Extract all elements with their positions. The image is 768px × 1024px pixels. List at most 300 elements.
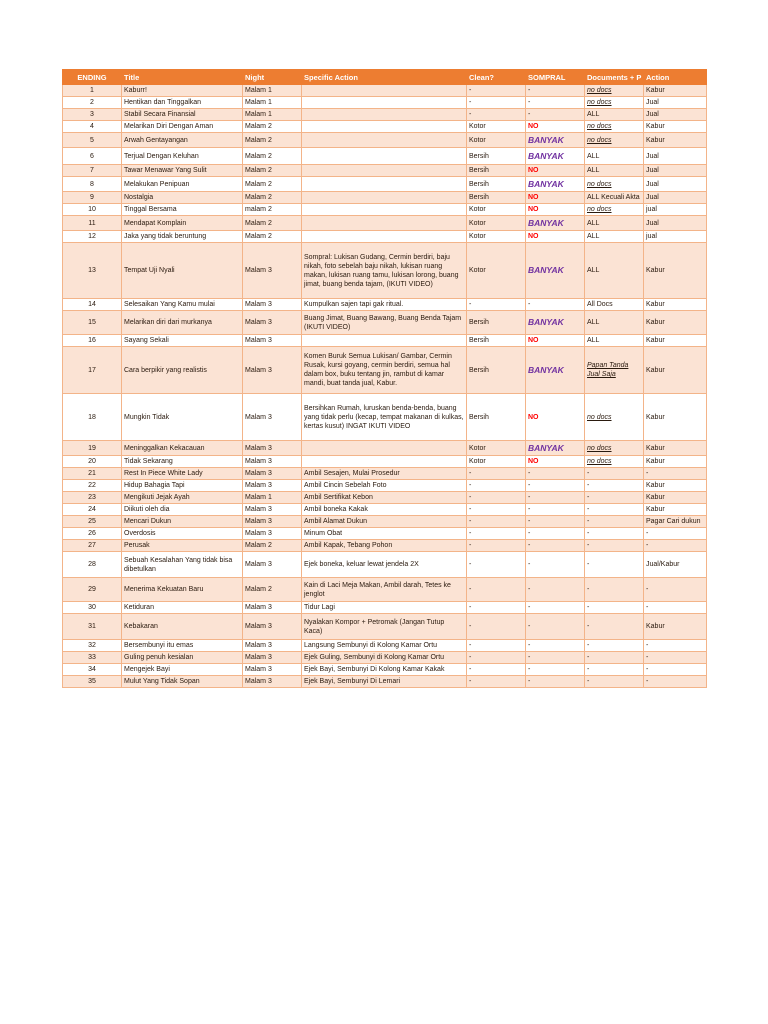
cell-clean: Kotor [467, 231, 526, 243]
table-row [63, 231, 707, 243]
cell-specific-action [302, 216, 467, 231]
cell-specific-action [302, 97, 467, 109]
cell-specific-action [302, 177, 467, 192]
table-row [63, 528, 707, 540]
cell-action: Kabur [644, 299, 707, 311]
cell-ending: 8 [63, 177, 122, 192]
cell-ending: 6 [63, 148, 122, 165]
cell-specific-action: Ejek Bayi, Sembunyi Di Lemari [302, 676, 467, 688]
table-row [63, 216, 707, 231]
cell-clean: Bersih [467, 192, 526, 204]
table-row [63, 177, 707, 192]
cell-action: Kabur [644, 311, 707, 335]
table-row [63, 676, 707, 688]
table-row [63, 299, 707, 311]
header-night: Night [243, 70, 302, 85]
cell-action: - [644, 540, 707, 552]
cell-action: Kabur [644, 243, 707, 299]
cell-ending: 13 [63, 243, 122, 299]
cell-specific-action [302, 109, 467, 121]
cell-ending: 20 [63, 456, 122, 468]
cell-sompral: NO [526, 204, 585, 216]
cell-specific-action: Ambil boneka Kakak [302, 504, 467, 516]
cell-ending: 14 [63, 299, 122, 311]
cell-night: Malam 3 [243, 335, 302, 347]
cell-title: Guling penuh kesialan [122, 652, 243, 664]
cell-night: Malam 2 [243, 133, 302, 148]
cell-clean: - [467, 614, 526, 640]
cell-night: Malam 3 [243, 347, 302, 394]
cell-action: Kabur [644, 504, 707, 516]
table-row [63, 492, 707, 504]
table-row [63, 165, 707, 177]
cell-action: jual [644, 204, 707, 216]
cell-ending: 26 [63, 528, 122, 540]
cell-sompral: - [526, 480, 585, 492]
cell-documents: no docs [585, 97, 644, 109]
cell-night: malam 2 [243, 204, 302, 216]
table-row [63, 456, 707, 468]
cell-ending: 35 [63, 676, 122, 688]
cell-documents: ALL [585, 109, 644, 121]
cell-specific-action: Tidur Lagi [302, 602, 467, 614]
cell-clean: Kotor [467, 121, 526, 133]
cell-specific-action: Nyalakan Kompor + Petromak (Jangan Tutup Kaca) [302, 614, 467, 640]
cell-title: Jaka yang tidak beruntung [122, 231, 243, 243]
cell-ending: 27 [63, 540, 122, 552]
table-body [63, 85, 707, 688]
table-row [63, 480, 707, 492]
cell-ending: 30 [63, 602, 122, 614]
table-row [63, 121, 707, 133]
cell-clean: Kotor [467, 216, 526, 231]
cell-night: Malam 1 [243, 492, 302, 504]
cell-clean: Bersih [467, 311, 526, 335]
cell-night: Malam 3 [243, 394, 302, 441]
cell-night: Malam 2 [243, 216, 302, 231]
cell-ending: 3 [63, 109, 122, 121]
table-row [63, 640, 707, 652]
cell-action: Kabur [644, 347, 707, 394]
cell-title: Sayang Sekali [122, 335, 243, 347]
cell-clean: - [467, 676, 526, 688]
cell-sompral: - [526, 528, 585, 540]
cell-clean: Kotor [467, 243, 526, 299]
cell-documents: ALL [585, 243, 644, 299]
cell-title: Hentikan dan Tinggalkan [122, 97, 243, 109]
cell-title: Perusak [122, 540, 243, 552]
cell-night: Malam 2 [243, 148, 302, 165]
table-row [63, 85, 707, 97]
cell-clean: Bersih [467, 347, 526, 394]
cell-ending: 22 [63, 480, 122, 492]
cell-night: Malam 1 [243, 85, 302, 97]
cell-sompral: - [526, 640, 585, 652]
cell-sompral: BANYAK [526, 347, 585, 394]
cell-ending: 18 [63, 394, 122, 441]
cell-title: Selesaikan Yang Kamu mulai [122, 299, 243, 311]
cell-night: Malam 3 [243, 640, 302, 652]
cell-night: Malam 3 [243, 528, 302, 540]
cell-specific-action: Ejek Guling, Sembunyi di Kolong Kamar Ortu [302, 652, 467, 664]
cell-night: Malam 3 [243, 614, 302, 640]
cell-sompral: BANYAK [526, 441, 585, 456]
cell-specific-action [302, 335, 467, 347]
cell-title: Diikuti oleh dia [122, 504, 243, 516]
cell-specific-action: Ambil Cincin Sebelah Foto [302, 480, 467, 492]
cell-title: Ketiduran [122, 602, 243, 614]
cell-clean: - [467, 602, 526, 614]
cell-clean: - [467, 516, 526, 528]
cell-sompral: BANYAK [526, 311, 585, 335]
cell-clean: Bersih [467, 335, 526, 347]
header-specific-action: Specific Action [302, 70, 467, 85]
cell-night: Malam 2 [243, 177, 302, 192]
cell-documents: - [585, 468, 644, 480]
cell-title: Overdosis [122, 528, 243, 540]
cell-title: Melarikan Diri Dengan Aman [122, 121, 243, 133]
cell-sompral: BANYAK [526, 177, 585, 192]
cell-sompral: NO [526, 165, 585, 177]
cell-documents: - [585, 602, 644, 614]
cell-documents: no docs [585, 177, 644, 192]
cell-action: Jual [644, 165, 707, 177]
cell-documents: - [585, 516, 644, 528]
cell-specific-action: Ejek Bayi, Sembunyi Di Kolong Kamar Kakak [302, 664, 467, 676]
cell-sompral: - [526, 540, 585, 552]
cell-documents: - [585, 540, 644, 552]
cell-clean: Bersih [467, 165, 526, 177]
cell-ending: 24 [63, 504, 122, 516]
cell-ending: 21 [63, 468, 122, 480]
cell-title: Tinggal Bersama [122, 204, 243, 216]
table-row [63, 148, 707, 165]
cell-documents: ALL [585, 216, 644, 231]
cell-specific-action [302, 231, 467, 243]
cell-title: Mulut Yang Tidak Sopan [122, 676, 243, 688]
cell-action: Kabur [644, 456, 707, 468]
cell-documents: no docs [585, 85, 644, 97]
cell-specific-action: Ambil Sesajen, Mulai Prosedur [302, 468, 467, 480]
header-documents: Documents + P [585, 70, 644, 85]
cell-sompral: - [526, 109, 585, 121]
cell-action: - [644, 640, 707, 652]
cell-clean: - [467, 640, 526, 652]
cell-title: Meninggalkan Kekacauan [122, 441, 243, 456]
cell-ending: 29 [63, 578, 122, 602]
table-row [63, 516, 707, 528]
cell-clean: Kotor [467, 133, 526, 148]
cell-night: Malam 3 [243, 664, 302, 676]
cell-ending: 17 [63, 347, 122, 394]
cell-action: Kabur [644, 492, 707, 504]
cell-night: Malam 3 [243, 652, 302, 664]
cell-specific-action: Langsung Sembunyi di Kolong Kamar Ortu [302, 640, 467, 652]
cell-sompral: NO [526, 231, 585, 243]
cell-action: Kabur [644, 85, 707, 97]
cell-action: Jual [644, 109, 707, 121]
cell-night: Malam 2 [243, 540, 302, 552]
cell-night: Malam 3 [243, 299, 302, 311]
cell-documents: no docs [585, 121, 644, 133]
table-row [63, 394, 707, 441]
cell-specific-action [302, 165, 467, 177]
cell-action: Jual [644, 97, 707, 109]
cell-sompral: NO [526, 121, 585, 133]
header-action: Action [644, 70, 707, 85]
cell-documents: - [585, 528, 644, 540]
header-title: Title [122, 70, 243, 85]
cell-action: Jual [644, 148, 707, 165]
cell-sompral: - [526, 602, 585, 614]
cell-clean: - [467, 664, 526, 676]
cell-title: Stabil Secara Finansial [122, 109, 243, 121]
table-row [63, 552, 707, 578]
cell-ending: 1 [63, 85, 122, 97]
cell-sompral: - [526, 664, 585, 676]
table-row [63, 109, 707, 121]
cell-action: Kabur [644, 133, 707, 148]
cell-action: Jual [644, 177, 707, 192]
cell-action: Kabur [644, 441, 707, 456]
cell-title: Arwah Gentayangan [122, 133, 243, 148]
cell-specific-action: Kumpulkan sajen tapi gak ritual. [302, 299, 467, 311]
cell-action: - [644, 652, 707, 664]
cell-documents: no docs [585, 456, 644, 468]
cell-documents: ALL [585, 231, 644, 243]
cell-clean: - [467, 492, 526, 504]
cell-clean: - [467, 578, 526, 602]
cell-sompral: - [526, 504, 585, 516]
cell-title: Sebuah Kesalahan Yang tidak bisa dibetulkan [122, 552, 243, 578]
cell-action: Kabur [644, 480, 707, 492]
cell-title: Melarikan diri dari murkanya [122, 311, 243, 335]
cell-documents: ALL [585, 335, 644, 347]
cell-sompral: - [526, 468, 585, 480]
cell-documents: Papan Tanda Jual Saja [585, 347, 644, 394]
cell-documents: ALL [585, 148, 644, 165]
cell-documents: - [585, 578, 644, 602]
cell-night: Malam 3 [243, 516, 302, 528]
table-row [63, 243, 707, 299]
cell-sompral: - [526, 578, 585, 602]
cell-action: Jual [644, 216, 707, 231]
cell-title: Kaburr! [122, 85, 243, 97]
table-row [63, 602, 707, 614]
cell-clean: - [467, 97, 526, 109]
cell-ending: 9 [63, 192, 122, 204]
table-row [63, 540, 707, 552]
cell-title: Tempat Uji Nyali [122, 243, 243, 299]
table-row [63, 133, 707, 148]
header-clean: Clean? [467, 70, 526, 85]
cell-specific-action: Minum Obat [302, 528, 467, 540]
cell-ending: 33 [63, 652, 122, 664]
cell-action: Pagar Cari dukun [644, 516, 707, 528]
table-row [63, 441, 707, 456]
cell-clean: Kotor [467, 441, 526, 456]
cell-specific-action: Sompral: Lukisan Gudang, Cermin berdiri, baju nikah, foto sebelah baju nikah, lukisan ruang makan, lukisan ruang tamu, lukisan lorong, buang jimat, buang benda tajam, (IKUTI VIDEO) [302, 243, 467, 299]
cell-ending: 19 [63, 441, 122, 456]
cell-sompral: BANYAK [526, 243, 585, 299]
endings-table [62, 69, 707, 688]
cell-sompral: - [526, 299, 585, 311]
header-row [63, 70, 707, 85]
cell-sompral: BANYAK [526, 216, 585, 231]
cell-specific-action: Ambil Sertifikat Kebon [302, 492, 467, 504]
header-ending: ENDING [63, 70, 122, 85]
cell-clean: Bersih [467, 148, 526, 165]
cell-night: Malam 3 [243, 441, 302, 456]
cell-title: Nostalgia [122, 192, 243, 204]
cell-night: Malam 3 [243, 480, 302, 492]
cell-ending: 23 [63, 492, 122, 504]
cell-specific-action: Kain di Laci Meja Makan, Ambil darah, Tetes ke jenglot [302, 578, 467, 602]
cell-documents: ALL [585, 311, 644, 335]
cell-documents: - [585, 676, 644, 688]
cell-specific-action: Buang Jimat, Buang Bawang, Buang Benda Tajam (IKUTI VIDEO) [302, 311, 467, 335]
cell-ending: 12 [63, 231, 122, 243]
cell-night: Malam 3 [243, 243, 302, 299]
cell-specific-action [302, 133, 467, 148]
table-row [63, 664, 707, 676]
table-row [63, 504, 707, 516]
cell-ending: 2 [63, 97, 122, 109]
cell-title: Mungkin Tidak [122, 394, 243, 441]
cell-night: Malam 3 [243, 602, 302, 614]
cell-sompral: - [526, 85, 585, 97]
cell-documents: no docs [585, 204, 644, 216]
cell-action: - [644, 676, 707, 688]
cell-ending: 4 [63, 121, 122, 133]
cell-clean: Kotor [467, 204, 526, 216]
cell-documents: All Docs [585, 299, 644, 311]
table-row [63, 578, 707, 602]
cell-documents: no docs [585, 394, 644, 441]
cell-night: Malam 3 [243, 676, 302, 688]
cell-ending: 15 [63, 311, 122, 335]
cell-title: Tidak Sekarang [122, 456, 243, 468]
cell-sompral: - [526, 652, 585, 664]
cell-specific-action: Bersihkan Rumah, luruskan benda-benda, buang yang tidak perlu (kecap, tempat makanan di kulkas, kertas kusut) INGAT IKUTI VIDEO [302, 394, 467, 441]
cell-specific-action [302, 441, 467, 456]
cell-specific-action [302, 204, 467, 216]
header-sompral: SOMPRAL [526, 70, 585, 85]
cell-title: Bersembunyi itu emas [122, 640, 243, 652]
cell-night: Malam 2 [243, 231, 302, 243]
cell-documents: no docs [585, 133, 644, 148]
table-row [63, 97, 707, 109]
cell-night: Malam 2 [243, 192, 302, 204]
cell-clean: - [467, 109, 526, 121]
cell-action: - [644, 602, 707, 614]
cell-sompral: - [526, 552, 585, 578]
cell-clean: - [467, 468, 526, 480]
cell-ending: 16 [63, 335, 122, 347]
cell-clean: Bersih [467, 177, 526, 192]
table-row [63, 311, 707, 335]
cell-action: jual [644, 231, 707, 243]
cell-title: Hidup Bahagia Tapi [122, 480, 243, 492]
cell-sompral: - [526, 97, 585, 109]
cell-title: Menerima Kekuatan Baru [122, 578, 243, 602]
cell-action: - [644, 468, 707, 480]
cell-title: Cara berpikir yang realistis [122, 347, 243, 394]
cell-title: Tawar Menawar Yang Sulit [122, 165, 243, 177]
cell-action: Jual/Kabur [644, 552, 707, 578]
cell-sompral: NO [526, 394, 585, 441]
cell-documents: ALL [585, 165, 644, 177]
cell-action: Kabur [644, 121, 707, 133]
cell-night: Malam 2 [243, 165, 302, 177]
cell-night: Malam 3 [243, 311, 302, 335]
cell-night: Malam 3 [243, 552, 302, 578]
cell-specific-action [302, 121, 467, 133]
cell-action: Jual [644, 192, 707, 204]
cell-title: Mengejek Bayi [122, 664, 243, 676]
cell-action: - [644, 578, 707, 602]
cell-action: - [644, 664, 707, 676]
cell-documents: - [585, 664, 644, 676]
cell-documents: ALL Kecuali Akta [585, 192, 644, 204]
cell-clean: - [467, 652, 526, 664]
cell-ending: 25 [63, 516, 122, 528]
cell-title: Rest In Piece White Lady [122, 468, 243, 480]
cell-action: Kabur [644, 614, 707, 640]
cell-clean: - [467, 299, 526, 311]
cell-title: Mengikuti Jejak Ayah [122, 492, 243, 504]
cell-action: - [644, 528, 707, 540]
cell-sompral: - [526, 614, 585, 640]
cell-ending: 10 [63, 204, 122, 216]
cell-sompral: NO [526, 335, 585, 347]
table-row [63, 652, 707, 664]
cell-ending: 7 [63, 165, 122, 177]
cell-title: Mencari Dukun [122, 516, 243, 528]
table-row [63, 192, 707, 204]
cell-night: Malam 1 [243, 97, 302, 109]
cell-documents: - [585, 652, 644, 664]
cell-ending: 5 [63, 133, 122, 148]
table-row [63, 468, 707, 480]
cell-documents: - [585, 480, 644, 492]
cell-specific-action [302, 148, 467, 165]
cell-clean: - [467, 540, 526, 552]
cell-clean: - [467, 480, 526, 492]
cell-sompral: BANYAK [526, 133, 585, 148]
cell-ending: 32 [63, 640, 122, 652]
cell-specific-action [302, 456, 467, 468]
cell-title: Kebakaran [122, 614, 243, 640]
cell-specific-action [302, 85, 467, 97]
cell-sompral: BANYAK [526, 148, 585, 165]
cell-title: Melakukan Penipuan [122, 177, 243, 192]
cell-specific-action [302, 192, 467, 204]
table-row [63, 204, 707, 216]
cell-clean: - [467, 552, 526, 578]
cell-ending: 28 [63, 552, 122, 578]
cell-documents: no docs [585, 441, 644, 456]
cell-documents: - [585, 492, 644, 504]
cell-night: Malam 2 [243, 578, 302, 602]
cell-sompral: - [526, 676, 585, 688]
cell-documents: - [585, 640, 644, 652]
cell-sompral: NO [526, 456, 585, 468]
cell-clean: - [467, 504, 526, 516]
cell-title: Mendapat Komplain [122, 216, 243, 231]
cell-documents: - [585, 552, 644, 578]
cell-specific-action: Ambil Alamat Dukun [302, 516, 467, 528]
